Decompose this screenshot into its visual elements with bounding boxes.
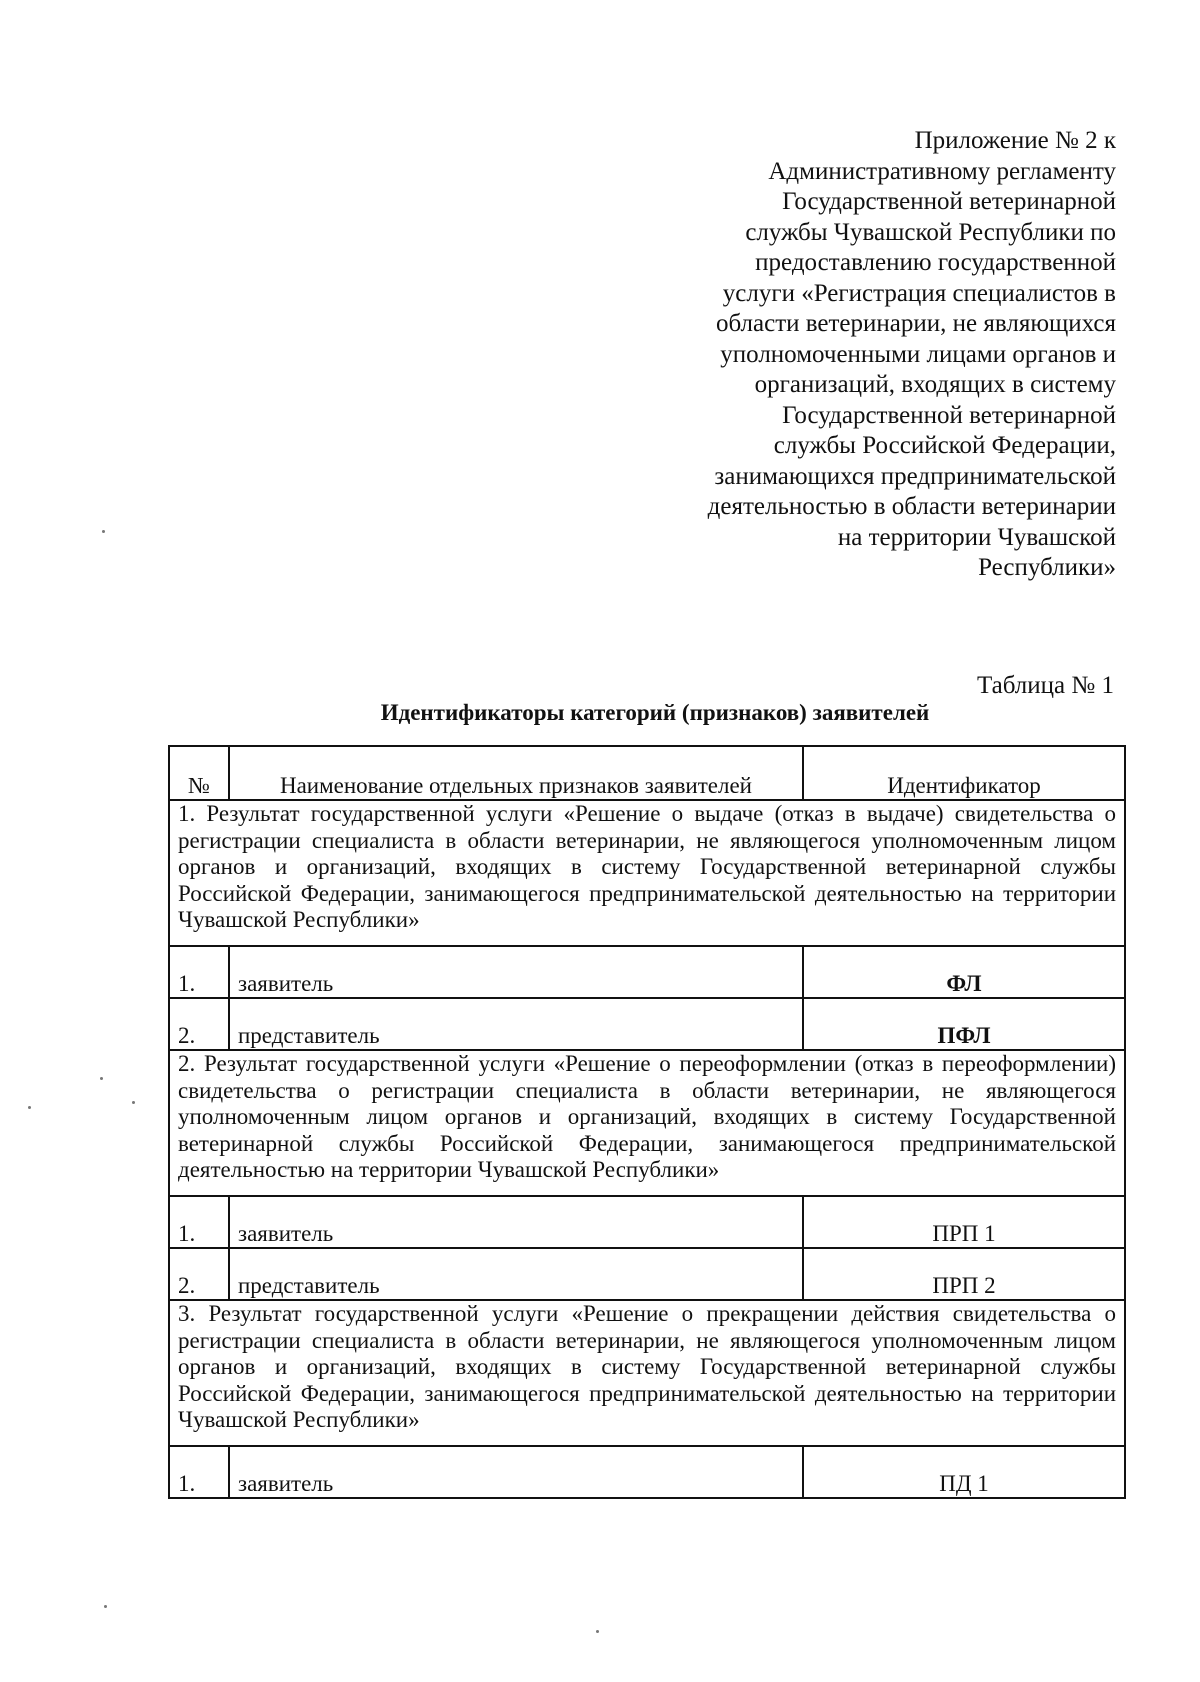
row-category: заявитель (229, 1446, 803, 1498)
appendix-line: организаций, входящих в систему (754, 371, 1116, 398)
row-identifier: ПРП 1 (803, 1196, 1125, 1248)
section-3-text: 3. Результат государственной услуги «Решение о прекращении действия свидетельства о регистрации специалиста в области ветеринарии, не являющегося уполномоченным лицом органов и организаций, входящих в систему Государственной ветеринарной службы Российской Федерации, занимающегося предпринимательской деятельностью на территории Чувашской Республики» (169, 1300, 1125, 1446)
scan-speck (28, 1106, 31, 1109)
appendix-line: службы Чувашской Республики по (745, 218, 1116, 246)
row-category: заявитель (229, 1196, 803, 1248)
row-category: представитель (229, 998, 803, 1050)
table-header-row (169, 746, 1125, 800)
table-row (169, 946, 1125, 998)
header-identifier: Идентификатор (803, 746, 1125, 800)
row-category: представитель (229, 1248, 803, 1300)
table-row (169, 998, 1125, 1050)
row-number: 1. (169, 1196, 229, 1248)
row-category: заявитель (229, 946, 803, 998)
appendix-line: Государственной ветеринарной (782, 401, 1116, 429)
table-title: Идентификаторы категорий (признаков) заявителей (380, 700, 930, 725)
appendix-line: предоставлению государственной (755, 249, 1116, 276)
applicant-categories-table (168, 745, 1126, 1499)
scan-speck (104, 1605, 107, 1608)
appendix-line: на территории Чувашской (837, 523, 1116, 551)
row-identifier: ФЛ (803, 946, 1125, 998)
table-row (169, 1446, 1125, 1498)
scan-speck (100, 1077, 103, 1080)
scan-speck (102, 530, 105, 533)
appendix-line: услуги «Регистрация специалистов в (722, 279, 1116, 307)
row-identifier: ПРП 2 (803, 1248, 1125, 1300)
header-name: Наименование отдельных признаков заявителей (229, 746, 803, 800)
appendix-line: Административному регламенту (768, 157, 1116, 185)
section-row (169, 1300, 1125, 1446)
table-number-label: Таблица № 1 (976, 672, 1114, 699)
appendix-line: Государственной ветеринарной (782, 188, 1116, 215)
appendix-line: занимающихся предпринимательской (714, 462, 1116, 490)
row-number: 2. (169, 998, 229, 1050)
table-row (169, 1196, 1125, 1248)
appendix-header (556, 126, 1116, 584)
section-1-text: 1. Результат государственной услуги «Решение о выдаче (отказ в выдаче) свидетельства о регистрации специалиста в области ветеринарии, не являющегося уполномоченным лицом органов и организаций, входящих в систему Государственной ветеринарной службы Российской Федерации, занимающегося предпринимательской деятельностью на территории Чувашской Республики» (169, 800, 1125, 946)
appendix-line: уполномоченными лицами органов и (720, 340, 1116, 368)
section-row (169, 800, 1125, 946)
row-identifier: ПФЛ (803, 998, 1125, 1050)
row-number: 1. (169, 946, 229, 998)
appendix-line: деятельностью в области ветеринарии (707, 493, 1116, 520)
scan-speck (596, 1630, 599, 1633)
scan-speck (132, 1101, 135, 1104)
row-number: 1. (169, 1446, 229, 1498)
appendix-line: области ветеринарии, не являющихся (715, 310, 1116, 337)
appendix-line: службы Российской Федерации, (773, 432, 1116, 459)
section-2-text: 2. Результат государственной услуги «Решение о переоформлении (отказ в переоформлении) свидетельства о регистрации специалиста в области ветеринарии, не являющегося уполномоченным лицом органов и организаций, входящих в систему Государственной ветеринарной службы Российской Федерации, занимающегося предпринимательской деятельностью на территории Чувашской Республики» (169, 1050, 1125, 1196)
appendix-line: Приложение № 2 к (914, 127, 1116, 154)
row-identifier: ПД 1 (803, 1446, 1125, 1498)
row-number: 2. (169, 1248, 229, 1300)
appendix-line: Республики» (978, 554, 1116, 581)
section-row (169, 1050, 1125, 1196)
table-row (169, 1248, 1125, 1300)
header-number: № (169, 746, 229, 800)
